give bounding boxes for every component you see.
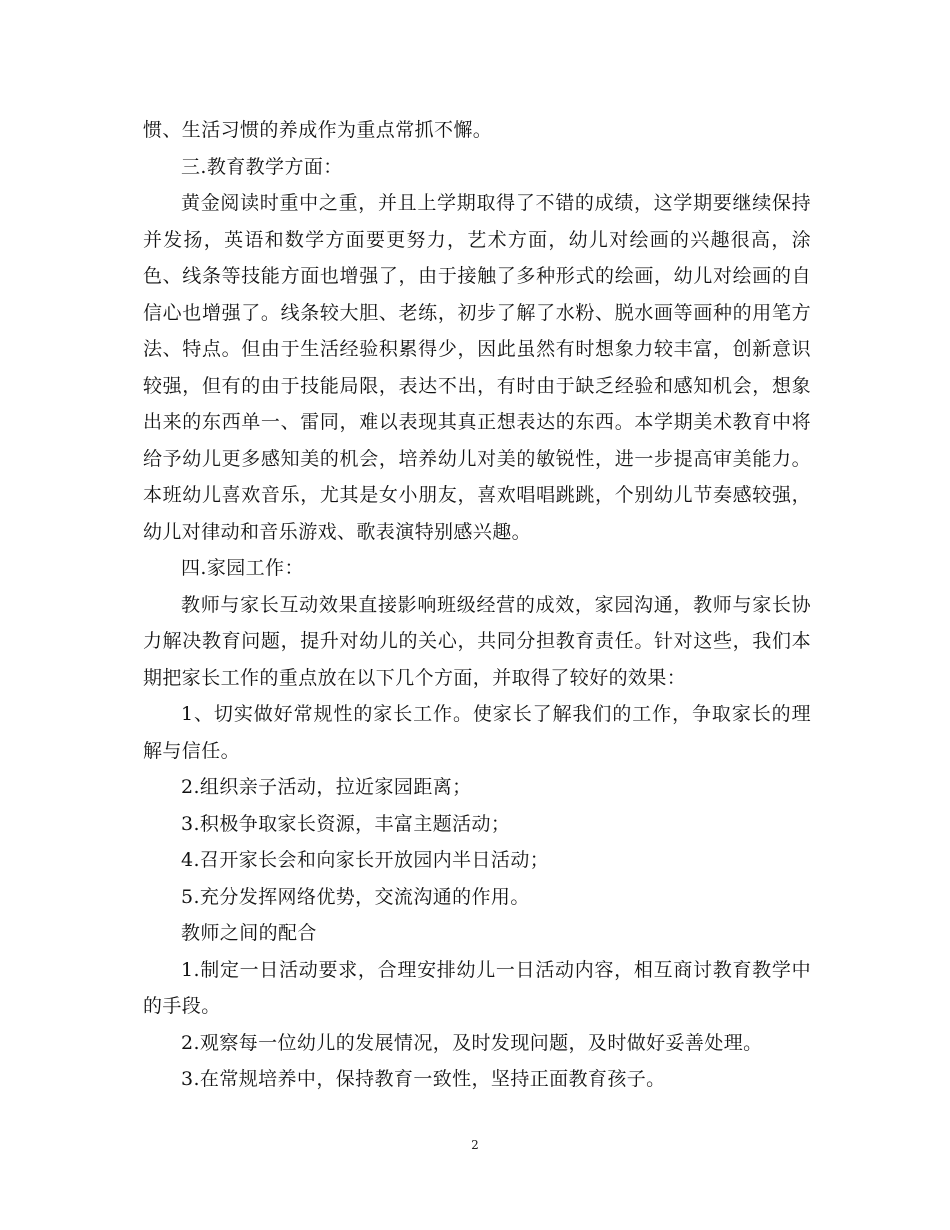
list-item-1: 1、切实做好常规性的家长工作。使家长了解我们的工作，争取家长的理解与信任。 bbox=[143, 703, 811, 762]
paragraph-home-school: 教师与家长互动效果直接影响班级经营的成效，家园沟通，教师与家长协力解决教育问题，提升对幼儿的关心，共同分担教育责任。针对这些，我们本期把家长工作的重点放在以下几个方面，并取得了较好的效果： bbox=[143, 593, 811, 689]
section-heading-teaching: 三.教育教学方面： bbox=[181, 155, 343, 178]
document-body bbox=[143, 112, 811, 1098]
list-item-4: 4.召开家长会和向家长开放园内半日活动； bbox=[181, 849, 550, 871]
cooperation-item-1: 1.制定一日活动要求，合理安排幼儿一日活动内容，相互商讨教育教学中的手段。 bbox=[143, 958, 811, 1017]
list-item-3: 3.积极争取家长资源，丰富主题活动； bbox=[181, 812, 511, 835]
page-number: 2 bbox=[471, 1138, 479, 1152]
cooperation-item-2: 2.观察每一位幼儿的发展情况，及时发现问题，及时做好妥善处理。 bbox=[181, 1031, 763, 1054]
paragraph-teaching: 黄金阅读时重中之重，并且上学期取得了不错的成绩，这学期要继续保持并发扬，英语和数学方面要更努力，艺术方面，幼儿对绘画的兴趣很高，涂色、线条等技能方面也增强了，由于接触了多种形式的绘画，幼儿对绘画的自信心也增强了。线条较大胆、老练，初步了解了水粉、脱水画等画种的用笔方法、特点。但由于生活经验积累得少，因此虽然有时想象力较丰富，创新意识较强，但有的由于技能局限，表达不出，有时由于缺乏经验和感知机会，想象出来的东西单一、雷同，难以表现其真正想表达的东西。本学期美术教育中将给予幼儿更多感知美的机会，培养幼儿对美的敏锐性，进一步提高审美能力。本班幼儿喜欢音乐，尤其是女小朋友，喜欢唱唱跳跳，个别幼儿节奏感较强，幼儿对律动和音乐游戏、歌表演特别感兴趣。 bbox=[143, 192, 811, 543]
section-heading-teacher-cooperation: 教师之间的配合 bbox=[181, 922, 317, 944]
cooperation-item-3: 3.在常规培养中，保持教育一致性，坚持正面教育孩子。 bbox=[181, 1068, 666, 1090]
list-item-5: 5.充分发挥网络优势，交流沟通的作用。 bbox=[181, 885, 530, 908]
list-item-2: 2.组织亲子活动，拉近家园距离； bbox=[181, 776, 472, 798]
paragraph-continuation: 惯、生活习惯的养成作为重点常抓不懈。 bbox=[143, 119, 493, 141]
section-heading-home-school: 四.家园工作： bbox=[181, 557, 304, 579]
